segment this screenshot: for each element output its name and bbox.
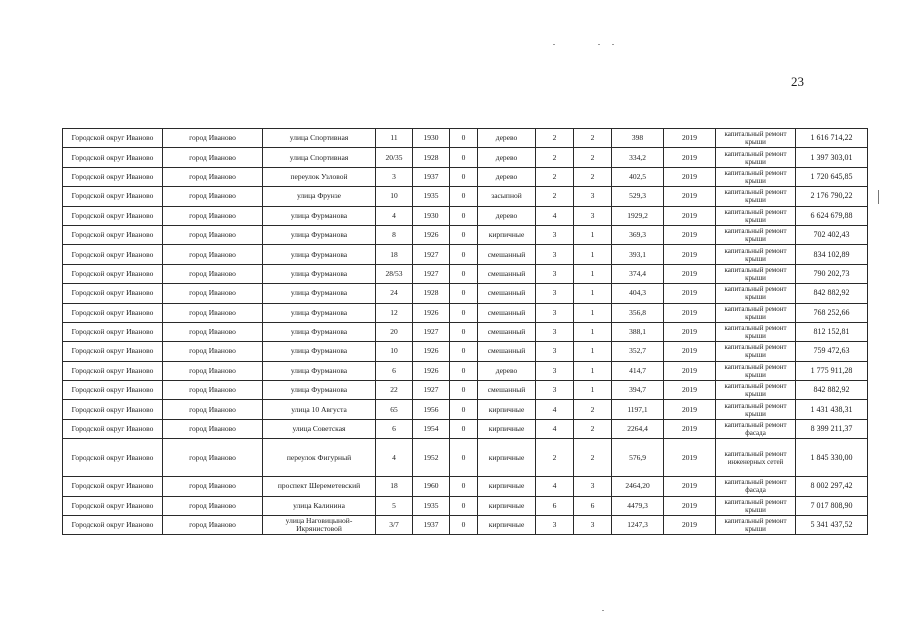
cell-settlement: город Иваново <box>163 284 263 303</box>
cell-house-number: 3/7 <box>376 516 413 535</box>
margin-mark <box>878 190 879 204</box>
cell-area: 529,3 <box>612 187 664 206</box>
cell-demolition-year: 0 <box>450 342 478 361</box>
cell-work-type: капитальный ремонт крыши <box>716 245 796 264</box>
cell-municipality: Городской округ Иваново <box>63 303 163 322</box>
cell-wall-material: дерево <box>478 206 536 225</box>
cell-municipality: Городской округ Иваново <box>63 361 163 380</box>
cell-plan-year: 2019 <box>664 419 716 438</box>
cell-area: 414,7 <box>612 361 664 380</box>
cell-work-type: капитальный ремонт крыши <box>716 206 796 225</box>
cell-work-type: капитальный ремонт крыши <box>716 187 796 206</box>
cell-area: 398 <box>612 129 664 148</box>
cell-floors: 3 <box>536 322 574 341</box>
cell-house-number: 10 <box>376 187 413 206</box>
cell-settlement: город Иваново <box>163 477 263 496</box>
cell-settlement: город Иваново <box>163 225 263 244</box>
cell-build-year: 1927 <box>413 381 450 400</box>
cell-area: 1247,3 <box>612 516 664 535</box>
scan-speck <box>602 610 604 611</box>
cell-settlement: город Иваново <box>163 303 263 322</box>
table-row <box>63 381 868 400</box>
cell-street: улица Наговицыной-Икрянистовой <box>263 516 376 535</box>
table-row <box>63 419 868 438</box>
cell-cost: 702 402,43 <box>796 225 868 244</box>
table-row <box>63 303 868 322</box>
cell-build-year: 1930 <box>413 206 450 225</box>
cell-cost: 1 431 438,31 <box>796 400 868 419</box>
cell-cost: 7 017 808,90 <box>796 496 868 515</box>
cell-municipality: Городской округ Иваново <box>63 381 163 400</box>
cell-wall-material: смешанный <box>478 342 536 361</box>
cell-floors: 2 <box>536 167 574 186</box>
cell-street: улица Фурманова <box>263 284 376 303</box>
cell-wall-material: смешанный <box>478 322 536 341</box>
cell-build-year: 1937 <box>413 167 450 186</box>
cell-house-number: 10 <box>376 342 413 361</box>
cell-house-number: 18 <box>376 245 413 264</box>
cell-wall-material: смешанный <box>478 264 536 283</box>
cell-municipality: Городской округ Иваново <box>63 400 163 419</box>
cell-municipality: Городской округ Иваново <box>63 496 163 515</box>
cell-floors: 4 <box>536 419 574 438</box>
cell-demolition-year: 0 <box>450 206 478 225</box>
cell-plan-year: 2019 <box>664 361 716 380</box>
cell-plan-year: 2019 <box>664 381 716 400</box>
cell-plan-year: 2019 <box>664 245 716 264</box>
cell-street: улица Спортивная <box>263 148 376 167</box>
cell-entrances: 3 <box>574 477 612 496</box>
cell-area: 2464,20 <box>612 477 664 496</box>
cell-entrances: 3 <box>574 206 612 225</box>
cell-floors: 4 <box>536 477 574 496</box>
cell-street: улица Калинина <box>263 496 376 515</box>
cell-street: улица Фурманова <box>263 381 376 400</box>
cell-settlement: город Иваново <box>163 245 263 264</box>
table-row <box>63 477 868 496</box>
cell-build-year: 1954 <box>413 419 450 438</box>
cell-house-number: 5 <box>376 496 413 515</box>
cell-floors: 3 <box>536 381 574 400</box>
cell-demolition-year: 0 <box>450 129 478 148</box>
cell-settlement: город Иваново <box>163 148 263 167</box>
cell-entrances: 2 <box>574 129 612 148</box>
cell-wall-material: кирпичные <box>478 496 536 515</box>
cell-settlement: город Иваново <box>163 381 263 400</box>
cell-area: 393,1 <box>612 245 664 264</box>
cell-wall-material: кирпичные <box>478 419 536 438</box>
cell-entrances: 1 <box>574 225 612 244</box>
table-row <box>63 439 868 477</box>
cell-demolition-year: 0 <box>450 303 478 322</box>
cell-cost: 812 152,81 <box>796 322 868 341</box>
cell-house-number: 4 <box>376 439 413 477</box>
table-row <box>63 148 868 167</box>
cell-work-type: капитальный ремонт крыши <box>716 225 796 244</box>
cell-wall-material: дерево <box>478 129 536 148</box>
cell-wall-material: дерево <box>478 167 536 186</box>
cell-work-type: капитальный ремонт крыши <box>716 284 796 303</box>
cell-area: 374,4 <box>612 264 664 283</box>
cell-cost: 1 845 330,00 <box>796 439 868 477</box>
cell-settlement: город Иваново <box>163 496 263 515</box>
cell-plan-year: 2019 <box>664 264 716 283</box>
cell-plan-year: 2019 <box>664 477 716 496</box>
cell-entrances: 1 <box>574 245 612 264</box>
cell-work-type: капитальный ремонт крыши <box>716 516 796 535</box>
cell-cost: 1 720 645,85 <box>796 167 868 186</box>
cell-floors: 3 <box>536 342 574 361</box>
cell-house-number: 12 <box>376 303 413 322</box>
cell-wall-material: дерево <box>478 361 536 380</box>
cell-build-year: 1927 <box>413 245 450 264</box>
cell-street: улица Фурманова <box>263 342 376 361</box>
cell-build-year: 1926 <box>413 342 450 361</box>
cell-work-type: капитальный ремонт крыши <box>716 148 796 167</box>
cell-cost: 834 102,89 <box>796 245 868 264</box>
cell-build-year: 1927 <box>413 264 450 283</box>
cell-municipality: Городской округ Иваново <box>63 167 163 186</box>
cell-settlement: город Иваново <box>163 129 263 148</box>
cell-demolition-year: 0 <box>450 439 478 477</box>
cell-work-type: капитальный ремонт крыши <box>716 303 796 322</box>
cell-wall-material: смешанный <box>478 303 536 322</box>
cell-entrances: 1 <box>574 284 612 303</box>
cell-municipality: Городской округ Иваново <box>63 477 163 496</box>
cell-area: 388,1 <box>612 322 664 341</box>
cell-build-year: 1928 <box>413 148 450 167</box>
cell-cost: 1 397 303,01 <box>796 148 868 167</box>
cell-plan-year: 2019 <box>664 129 716 148</box>
cell-municipality: Городской округ Иваново <box>63 419 163 438</box>
cell-municipality: Городской округ Иваново <box>63 264 163 283</box>
cell-demolition-year: 0 <box>450 264 478 283</box>
table-row <box>63 342 868 361</box>
cell-wall-material: смешанный <box>478 245 536 264</box>
cell-demolition-year: 0 <box>450 419 478 438</box>
cell-area: 576,9 <box>612 439 664 477</box>
cell-plan-year: 2019 <box>664 303 716 322</box>
cell-plan-year: 2019 <box>664 148 716 167</box>
table-row <box>63 187 868 206</box>
cell-demolition-year: 0 <box>450 516 478 535</box>
cell-street: улица Советская <box>263 419 376 438</box>
cell-entrances: 1 <box>574 381 612 400</box>
cell-area: 4479,3 <box>612 496 664 515</box>
cell-settlement: город Иваново <box>163 361 263 380</box>
cell-municipality: Городской округ Иваново <box>63 148 163 167</box>
cell-entrances: 2 <box>574 148 612 167</box>
cell-build-year: 1956 <box>413 400 450 419</box>
cell-wall-material: смешанный <box>478 284 536 303</box>
cell-plan-year: 2019 <box>664 187 716 206</box>
cell-demolition-year: 0 <box>450 361 478 380</box>
cell-house-number: 3 <box>376 167 413 186</box>
scan-speck <box>612 44 614 45</box>
cell-plan-year: 2019 <box>664 400 716 419</box>
cell-house-number: 11 <box>376 129 413 148</box>
cell-cost: 768 252,66 <box>796 303 868 322</box>
cell-settlement: город Иваново <box>163 419 263 438</box>
cell-demolition-year: 0 <box>450 400 478 419</box>
cell-work-type: капитальный ремонт крыши <box>716 400 796 419</box>
cell-floors: 3 <box>536 225 574 244</box>
cell-floors: 2 <box>536 148 574 167</box>
cell-house-number: 8 <box>376 225 413 244</box>
cell-entrances: 1 <box>574 361 612 380</box>
cell-demolition-year: 0 <box>450 496 478 515</box>
cell-plan-year: 2019 <box>664 322 716 341</box>
table-row <box>63 496 868 515</box>
cell-entrances: 1 <box>574 303 612 322</box>
table-row <box>63 225 868 244</box>
cell-build-year: 1928 <box>413 284 450 303</box>
cell-cost: 2 176 790,22 <box>796 187 868 206</box>
cell-street: улица Фурманова <box>263 303 376 322</box>
cell-floors: 2 <box>536 187 574 206</box>
table-row <box>63 516 868 535</box>
cell-wall-material: кирпичные <box>478 225 536 244</box>
cell-floors: 3 <box>536 516 574 535</box>
cell-floors: 3 <box>536 245 574 264</box>
cell-demolition-year: 0 <box>450 225 478 244</box>
cell-wall-material: кирпичные <box>478 477 536 496</box>
cell-cost: 5 341 437,52 <box>796 516 868 535</box>
cell-settlement: город Иваново <box>163 516 263 535</box>
cell-area: 2264,4 <box>612 419 664 438</box>
cell-work-type: капитальный ремонт крыши <box>716 322 796 341</box>
cell-plan-year: 2019 <box>664 439 716 477</box>
cell-house-number: 65 <box>376 400 413 419</box>
cell-floors: 4 <box>536 400 574 419</box>
cell-settlement: город Иваново <box>163 187 263 206</box>
cell-work-type: капитальный ремонт фасада <box>716 477 796 496</box>
cell-house-number: 4 <box>376 206 413 225</box>
cell-area: 352,7 <box>612 342 664 361</box>
cell-plan-year: 2019 <box>664 516 716 535</box>
cell-floors: 3 <box>536 361 574 380</box>
cell-build-year: 1926 <box>413 361 450 380</box>
cell-street: переулок Фигурный <box>263 439 376 477</box>
cell-build-year: 1935 <box>413 496 450 515</box>
cell-work-type: капитальный ремонт крыши <box>716 496 796 515</box>
cell-area: 404,3 <box>612 284 664 303</box>
cell-wall-material: смешанный <box>478 381 536 400</box>
cell-municipality: Городской округ Иваново <box>63 245 163 264</box>
cell-build-year: 1926 <box>413 225 450 244</box>
cell-build-year: 1930 <box>413 129 450 148</box>
table-row <box>63 264 868 283</box>
cell-entrances: 2 <box>574 419 612 438</box>
cell-street: переулок Узловой <box>263 167 376 186</box>
cell-cost: 1 616 714,22 <box>796 129 868 148</box>
table-row <box>63 206 868 225</box>
cell-plan-year: 2019 <box>664 284 716 303</box>
cell-floors: 4 <box>536 206 574 225</box>
cell-demolition-year: 0 <box>450 477 478 496</box>
table-row <box>63 284 868 303</box>
cell-demolition-year: 0 <box>450 322 478 341</box>
cell-settlement: город Иваново <box>163 264 263 283</box>
cell-area: 1929,2 <box>612 206 664 225</box>
cell-work-type: капитальный ремонт крыши <box>716 129 796 148</box>
cell-cost: 6 624 679,88 <box>796 206 868 225</box>
cell-street: улица Фурманова <box>263 206 376 225</box>
cell-street: улица Спортивная <box>263 129 376 148</box>
cell-build-year: 1960 <box>413 477 450 496</box>
table-row <box>63 129 868 148</box>
cell-work-type: капитальный ремонт крыши <box>716 264 796 283</box>
cell-municipality: Городской округ Иваново <box>63 284 163 303</box>
cell-area: 1197,1 <box>612 400 664 419</box>
cell-settlement: город Иваново <box>163 342 263 361</box>
cell-area: 402,5 <box>612 167 664 186</box>
cell-entrances: 2 <box>574 167 612 186</box>
cell-area: 356,8 <box>612 303 664 322</box>
cell-wall-material: кирпичные <box>478 400 536 419</box>
cell-entrances: 1 <box>574 264 612 283</box>
table-body <box>63 129 868 535</box>
cell-floors: 2 <box>536 439 574 477</box>
table-row <box>63 361 868 380</box>
cell-house-number: 28/53 <box>376 264 413 283</box>
cell-cost: 1 775 911,28 <box>796 361 868 380</box>
cell-wall-material: дерево <box>478 148 536 167</box>
cell-plan-year: 2019 <box>664 206 716 225</box>
cell-municipality: Городской округ Иваново <box>63 187 163 206</box>
cell-settlement: город Иваново <box>163 206 263 225</box>
cell-street: улица Фурманова <box>263 264 376 283</box>
cell-street: улица Фрунзе <box>263 187 376 206</box>
cell-entrances: 3 <box>574 516 612 535</box>
table-row <box>63 245 868 264</box>
cell-entrances: 1 <box>574 342 612 361</box>
cell-floors: 3 <box>536 264 574 283</box>
repair-register-table <box>62 128 868 535</box>
cell-house-number: 6 <box>376 361 413 380</box>
cell-demolition-year: 0 <box>450 187 478 206</box>
cell-entrances: 6 <box>574 496 612 515</box>
page-number: 23 <box>791 74 804 89</box>
cell-build-year: 1935 <box>413 187 450 206</box>
cell-municipality: Городской округ Иваново <box>63 225 163 244</box>
cell-street: улица Фурманова <box>263 245 376 264</box>
cell-municipality: Городской округ Иваново <box>63 516 163 535</box>
table-row <box>63 322 868 341</box>
cell-street: улица 10 Августа <box>263 400 376 419</box>
cell-street: улица Фурманова <box>263 225 376 244</box>
cell-area: 334,2 <box>612 148 664 167</box>
cell-work-type: капитальный ремонт крыши <box>716 381 796 400</box>
cell-settlement: город Иваново <box>163 400 263 419</box>
cell-wall-material: кирпичные <box>478 439 536 477</box>
cell-work-type: капитальный ремонт крыши <box>716 342 796 361</box>
cell-street: улица Фурманова <box>263 322 376 341</box>
cell-cost: 790 202,73 <box>796 264 868 283</box>
cell-street: улица Фурманова <box>263 361 376 380</box>
cell-municipality: Городской округ Иваново <box>63 129 163 148</box>
cell-build-year: 1927 <box>413 322 450 341</box>
cell-floors: 3 <box>536 284 574 303</box>
cell-cost: 842 882,92 <box>796 284 868 303</box>
cell-house-number: 20 <box>376 322 413 341</box>
cell-floors: 3 <box>536 303 574 322</box>
cell-floors: 6 <box>536 496 574 515</box>
cell-house-number: 6 <box>376 419 413 438</box>
cell-cost: 8 002 297,42 <box>796 477 868 496</box>
cell-entrances: 2 <box>574 400 612 419</box>
cell-plan-year: 2019 <box>664 496 716 515</box>
cell-build-year: 1937 <box>413 516 450 535</box>
cell-work-type: капитальный ремонт инженерных сетей <box>716 439 796 477</box>
cell-municipality: Городской округ Иваново <box>63 206 163 225</box>
cell-work-type: капитальный ремонт крыши <box>716 167 796 186</box>
cell-entrances: 1 <box>574 322 612 341</box>
table-row <box>63 400 868 419</box>
cell-build-year: 1952 <box>413 439 450 477</box>
cell-house-number: 24 <box>376 284 413 303</box>
cell-entrances: 2 <box>574 439 612 477</box>
cell-plan-year: 2019 <box>664 342 716 361</box>
cell-area: 369,3 <box>612 225 664 244</box>
scan-speck <box>553 44 555 45</box>
table-row <box>63 167 868 186</box>
cell-work-type: капитальный ремонт крыши <box>716 361 796 380</box>
cell-settlement: город Иваново <box>163 167 263 186</box>
cell-demolition-year: 0 <box>450 148 478 167</box>
cell-floors: 2 <box>536 129 574 148</box>
cell-municipality: Городской округ Иваново <box>63 439 163 477</box>
cell-street: проспект Шереметевский <box>263 477 376 496</box>
cell-settlement: город Иваново <box>163 439 263 477</box>
cell-house-number: 18 <box>376 477 413 496</box>
cell-house-number: 22 <box>376 381 413 400</box>
cell-wall-material: кирпичные <box>478 516 536 535</box>
cell-cost: 759 472,63 <box>796 342 868 361</box>
cell-work-type: капитальный ремонт фасада <box>716 419 796 438</box>
cell-demolition-year: 0 <box>450 381 478 400</box>
cell-area: 394,7 <box>612 381 664 400</box>
cell-cost: 842 882,92 <box>796 381 868 400</box>
cell-cost: 8 399 211,37 <box>796 419 868 438</box>
cell-municipality: Городской округ Иваново <box>63 322 163 341</box>
cell-build-year: 1926 <box>413 303 450 322</box>
cell-demolition-year: 0 <box>450 245 478 264</box>
cell-house-number: 20/35 <box>376 148 413 167</box>
cell-municipality: Городской округ Иваново <box>63 342 163 361</box>
scan-speck <box>598 44 600 45</box>
cell-entrances: 3 <box>574 187 612 206</box>
cell-plan-year: 2019 <box>664 167 716 186</box>
cell-plan-year: 2019 <box>664 225 716 244</box>
cell-demolition-year: 0 <box>450 167 478 186</box>
cell-wall-material: засыпной <box>478 187 536 206</box>
cell-settlement: город Иваново <box>163 322 263 341</box>
cell-demolition-year: 0 <box>450 284 478 303</box>
